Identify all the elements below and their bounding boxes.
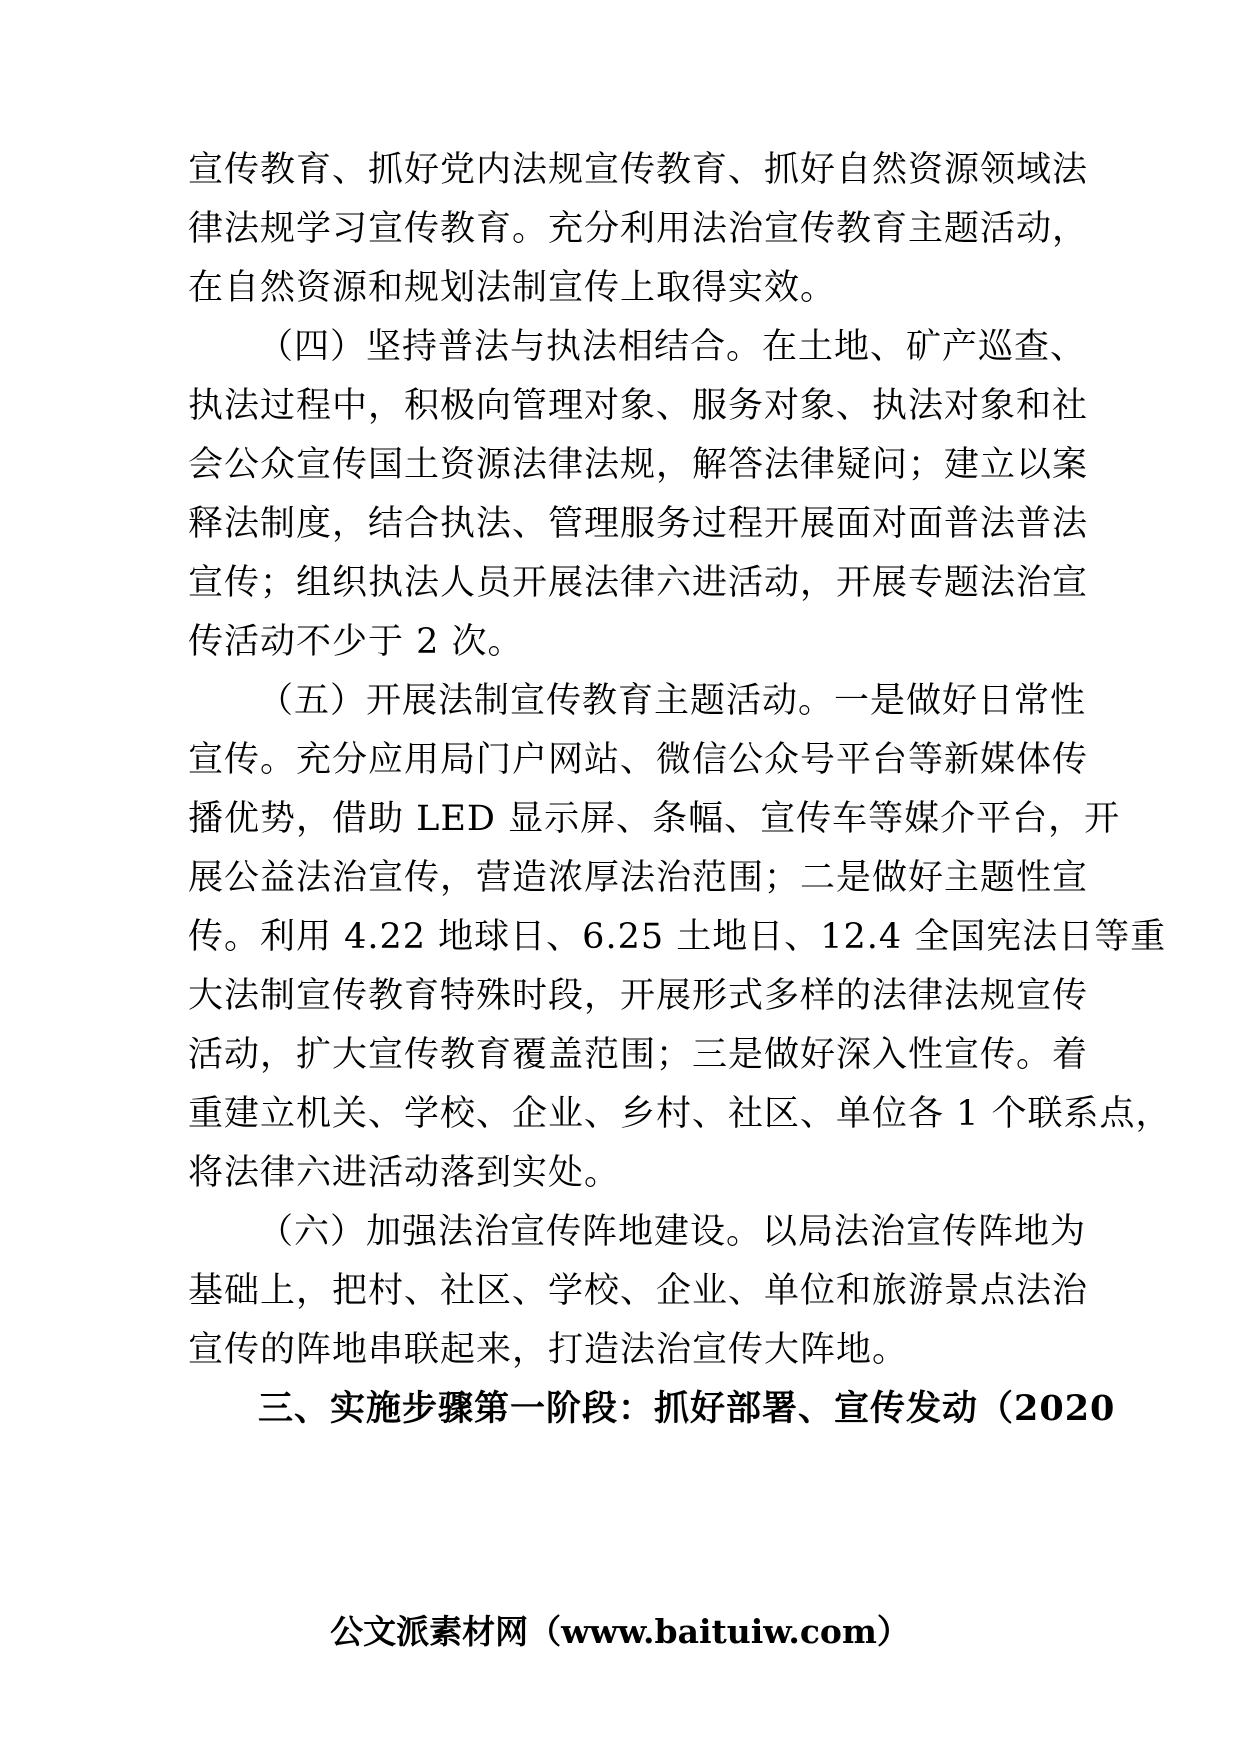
text-line: 重建立机关、学校、企业、乡村、社区、单位各 1 个联系点， xyxy=(188,1094,1172,1134)
section-heading-4: （四）坚持普法与执法相结合。在土地、矿产巡查、 xyxy=(258,327,1087,367)
text-line: 传。利用 4.22 地球日、6.25 土地日、12.4 全国宪法日等重 xyxy=(188,917,1167,957)
text-line: 执法过程中，积极向管理对象、服务对象、执法对象和社 xyxy=(188,386,1089,426)
text-line: 播优势，借助 LED 显示屏、条幅、宣传车等媒介平台，开 xyxy=(188,799,1121,839)
text-line: 释法制度，结合执法、管理服务过程开展面对面普法普法 xyxy=(188,504,1089,544)
text-line: 宣传的阵地串联起来，打造法治宣传大阵地。 xyxy=(188,1330,909,1370)
text-line: 会公众宣传国土资源法律法规，解答法律疑问；建立以案 xyxy=(188,445,1089,485)
text-line: 律法规学习宣传教育。充分利用法治宣传教育主题活动， xyxy=(188,209,1089,249)
text-line: 基础上，把村、社区、学校、企业、单位和旅游景点法治 xyxy=(188,1271,1089,1311)
text-line: 宣传教育、抓好党内法规宣传教育、抓好自然资源领域法 xyxy=(188,150,1089,190)
text-line: 传活动不少于 2 次。 xyxy=(188,622,524,662)
text-line: 展公益法治宣传，营造浓厚法治范围；二是做好主题性宣 xyxy=(188,858,1089,898)
text-line: 活动，扩大宣传教育覆盖范围；三是做好深入性宣传。着 xyxy=(188,1035,1089,1075)
text-line: 宣传；组织执法人员开展法律六进活动，开展专题法治宣 xyxy=(188,563,1089,603)
section-heading-3: 三、实施步骤第一阶段：抓好部署、宣传发动（2020 xyxy=(258,1388,1116,1429)
text-line: 在自然资源和规划法制宣传上取得实效。 xyxy=(188,268,837,308)
section-heading-5: （五）开展法制宣传教育主题活动。一是做好日常性 xyxy=(258,681,1087,721)
footer-watermark: 公文派素材网（www.baituiw.com） xyxy=(330,1612,910,1651)
text-line: 将法律六进活动落到实处。 xyxy=(188,1153,621,1193)
section-heading-6: （六）加强法治宣传阵地建设。以局法治宣传阵地为 xyxy=(258,1212,1087,1252)
text-line: 宣传。充分应用局门户网站、微信公众号平台等新媒体传 xyxy=(188,740,1089,780)
text-line: 大法制宣传教育特殊时段，开展形式多样的法律法规宣传 xyxy=(188,976,1089,1016)
